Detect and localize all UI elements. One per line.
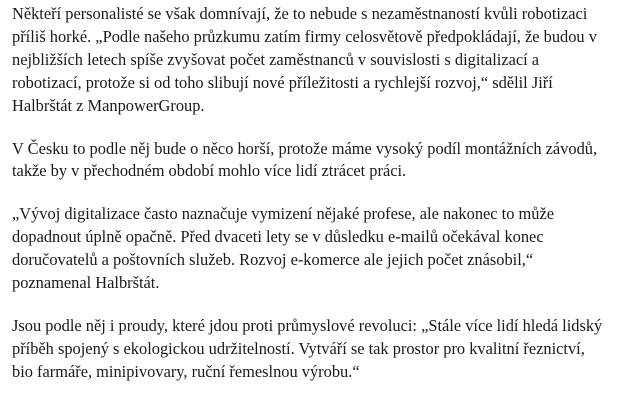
article-paragraph — [12, 138, 631, 184]
text-line: doručovatelů a poštovních služeb. Rozvoj e-komerce ale jejich počet znásobil,“ — [12, 250, 534, 270]
text-line: Jsou podle něj i proudy, které jdou proti průmyslové revoluci: „Stále více lidí hledá lidský — [12, 315, 603, 335]
text-line: Někteří personalisté se však domnívají, že to nebude s nezaměstnaností kvůli robotizaci — [12, 4, 588, 23]
text-line: „Vývoj digitalizace často naznačuje vymizení nějaké profese, ale nakonec to může — [12, 204, 555, 224]
article-body — [12, 3, 631, 384]
text-line: Halbrštát z ManpowerGroup. — [12, 95, 205, 115]
text-line: bio farmáře, minipivovary, ruční řemeslnou výrobu.“ — [12, 361, 360, 381]
article-paragraph — [12, 315, 631, 384]
text-line: takže by v přechodném období mohlo více lidí ztrácet práci. — [12, 161, 407, 181]
text-line: poznamenal Halbrštát. — [12, 273, 160, 293]
text-line: V Česku to podle něj bude o něco horší, protože máme vysoký podíl montážních závodů, — [12, 138, 598, 158]
text-line: příliš horké. „Podle našeho průzkumu zatím firmy celosvětově předpokládají, že budou v — [12, 26, 597, 46]
text-line: robotizací, protože si od toho slibují nové příležitosti a rychlejší rozvoj,“ sdělil Jiří — [12, 72, 553, 92]
text-line: nejbližších letech spíše zvyšovat počet zaměstnanců v souvislosti s digitalizací a — [12, 49, 540, 69]
text-line: dopadnout úplně opačně. Před dvaceti lety se v důsledku e-mailů očekával konec — [12, 227, 544, 247]
text-line: příběh spojený s ekologickou udržitelností. Vytváří se tak prostor pro kvalitní řeznictví, — [12, 338, 585, 358]
article-paragraph — [12, 3, 631, 118]
article-paragraph — [12, 203, 631, 295]
